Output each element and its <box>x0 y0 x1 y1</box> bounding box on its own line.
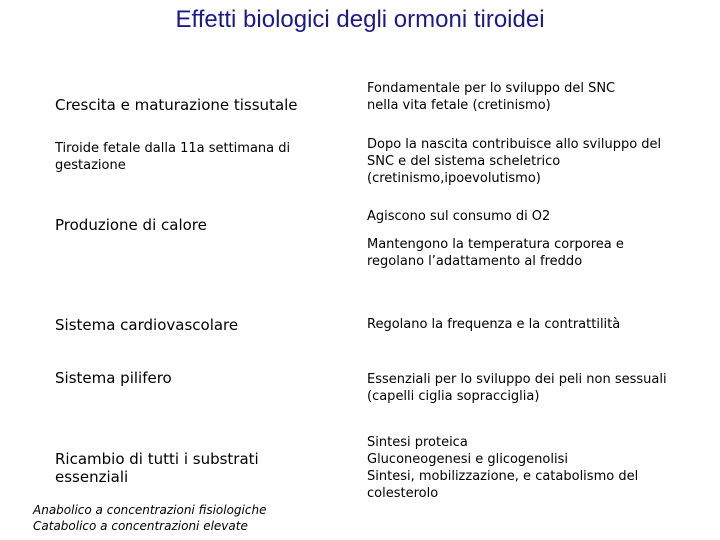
row-text-crescita: Fondamentale per lo sviluppo del SNC nella vita fetale (cretinismo) <box>367 81 616 113</box>
row-label-ricambio: Ricambio di tutti i substrati essenziali <box>55 450 259 486</box>
footnote: Anabolico a concentrazioni fisiologiche Catabolico a concentrazioni elevate <box>33 503 267 533</box>
row-label-crescita: Crescita e maturazione tissutale <box>55 96 298 114</box>
row-text-ricambio: Sintesi proteica Gluconeogenesi e glicogenolisi Sintesi, mobilizzazione, e catabolismo del colesterolo <box>367 435 639 501</box>
row-label-cardiovascolare: Sistema cardiovascolare <box>55 316 239 334</box>
row-label-tiroide-fetale: Tiroide fetale dalla 11a settimana di gestazione <box>55 141 291 173</box>
page-title: Effetti biologici degli ormoni tiroidei <box>175 6 545 33</box>
row-text-pilifero: Essenziali per lo sviluppo dei peli non sessuali (capelli ciglia sopracciglia) <box>367 372 667 404</box>
row-label-pilifero: Sistema pilifero <box>55 369 172 387</box>
row-text-calore-1: Agiscono sul consumo di O2 <box>367 209 551 224</box>
row-label-calore: Produzione di calore <box>55 216 207 234</box>
row-text-calore-2: Mantengono la temperatura corporea e regolano l’adattamento al freddo <box>367 237 624 269</box>
row-text-tiroide-fetale: Dopo la nascita contribuisce allo sviluppo del SNC e del sistema scheletrico (cretinismo,ipoevolutismo) <box>367 137 662 186</box>
row-text-cardiovascolare: Regolano la frequenza e la contrattilità <box>367 317 621 332</box>
